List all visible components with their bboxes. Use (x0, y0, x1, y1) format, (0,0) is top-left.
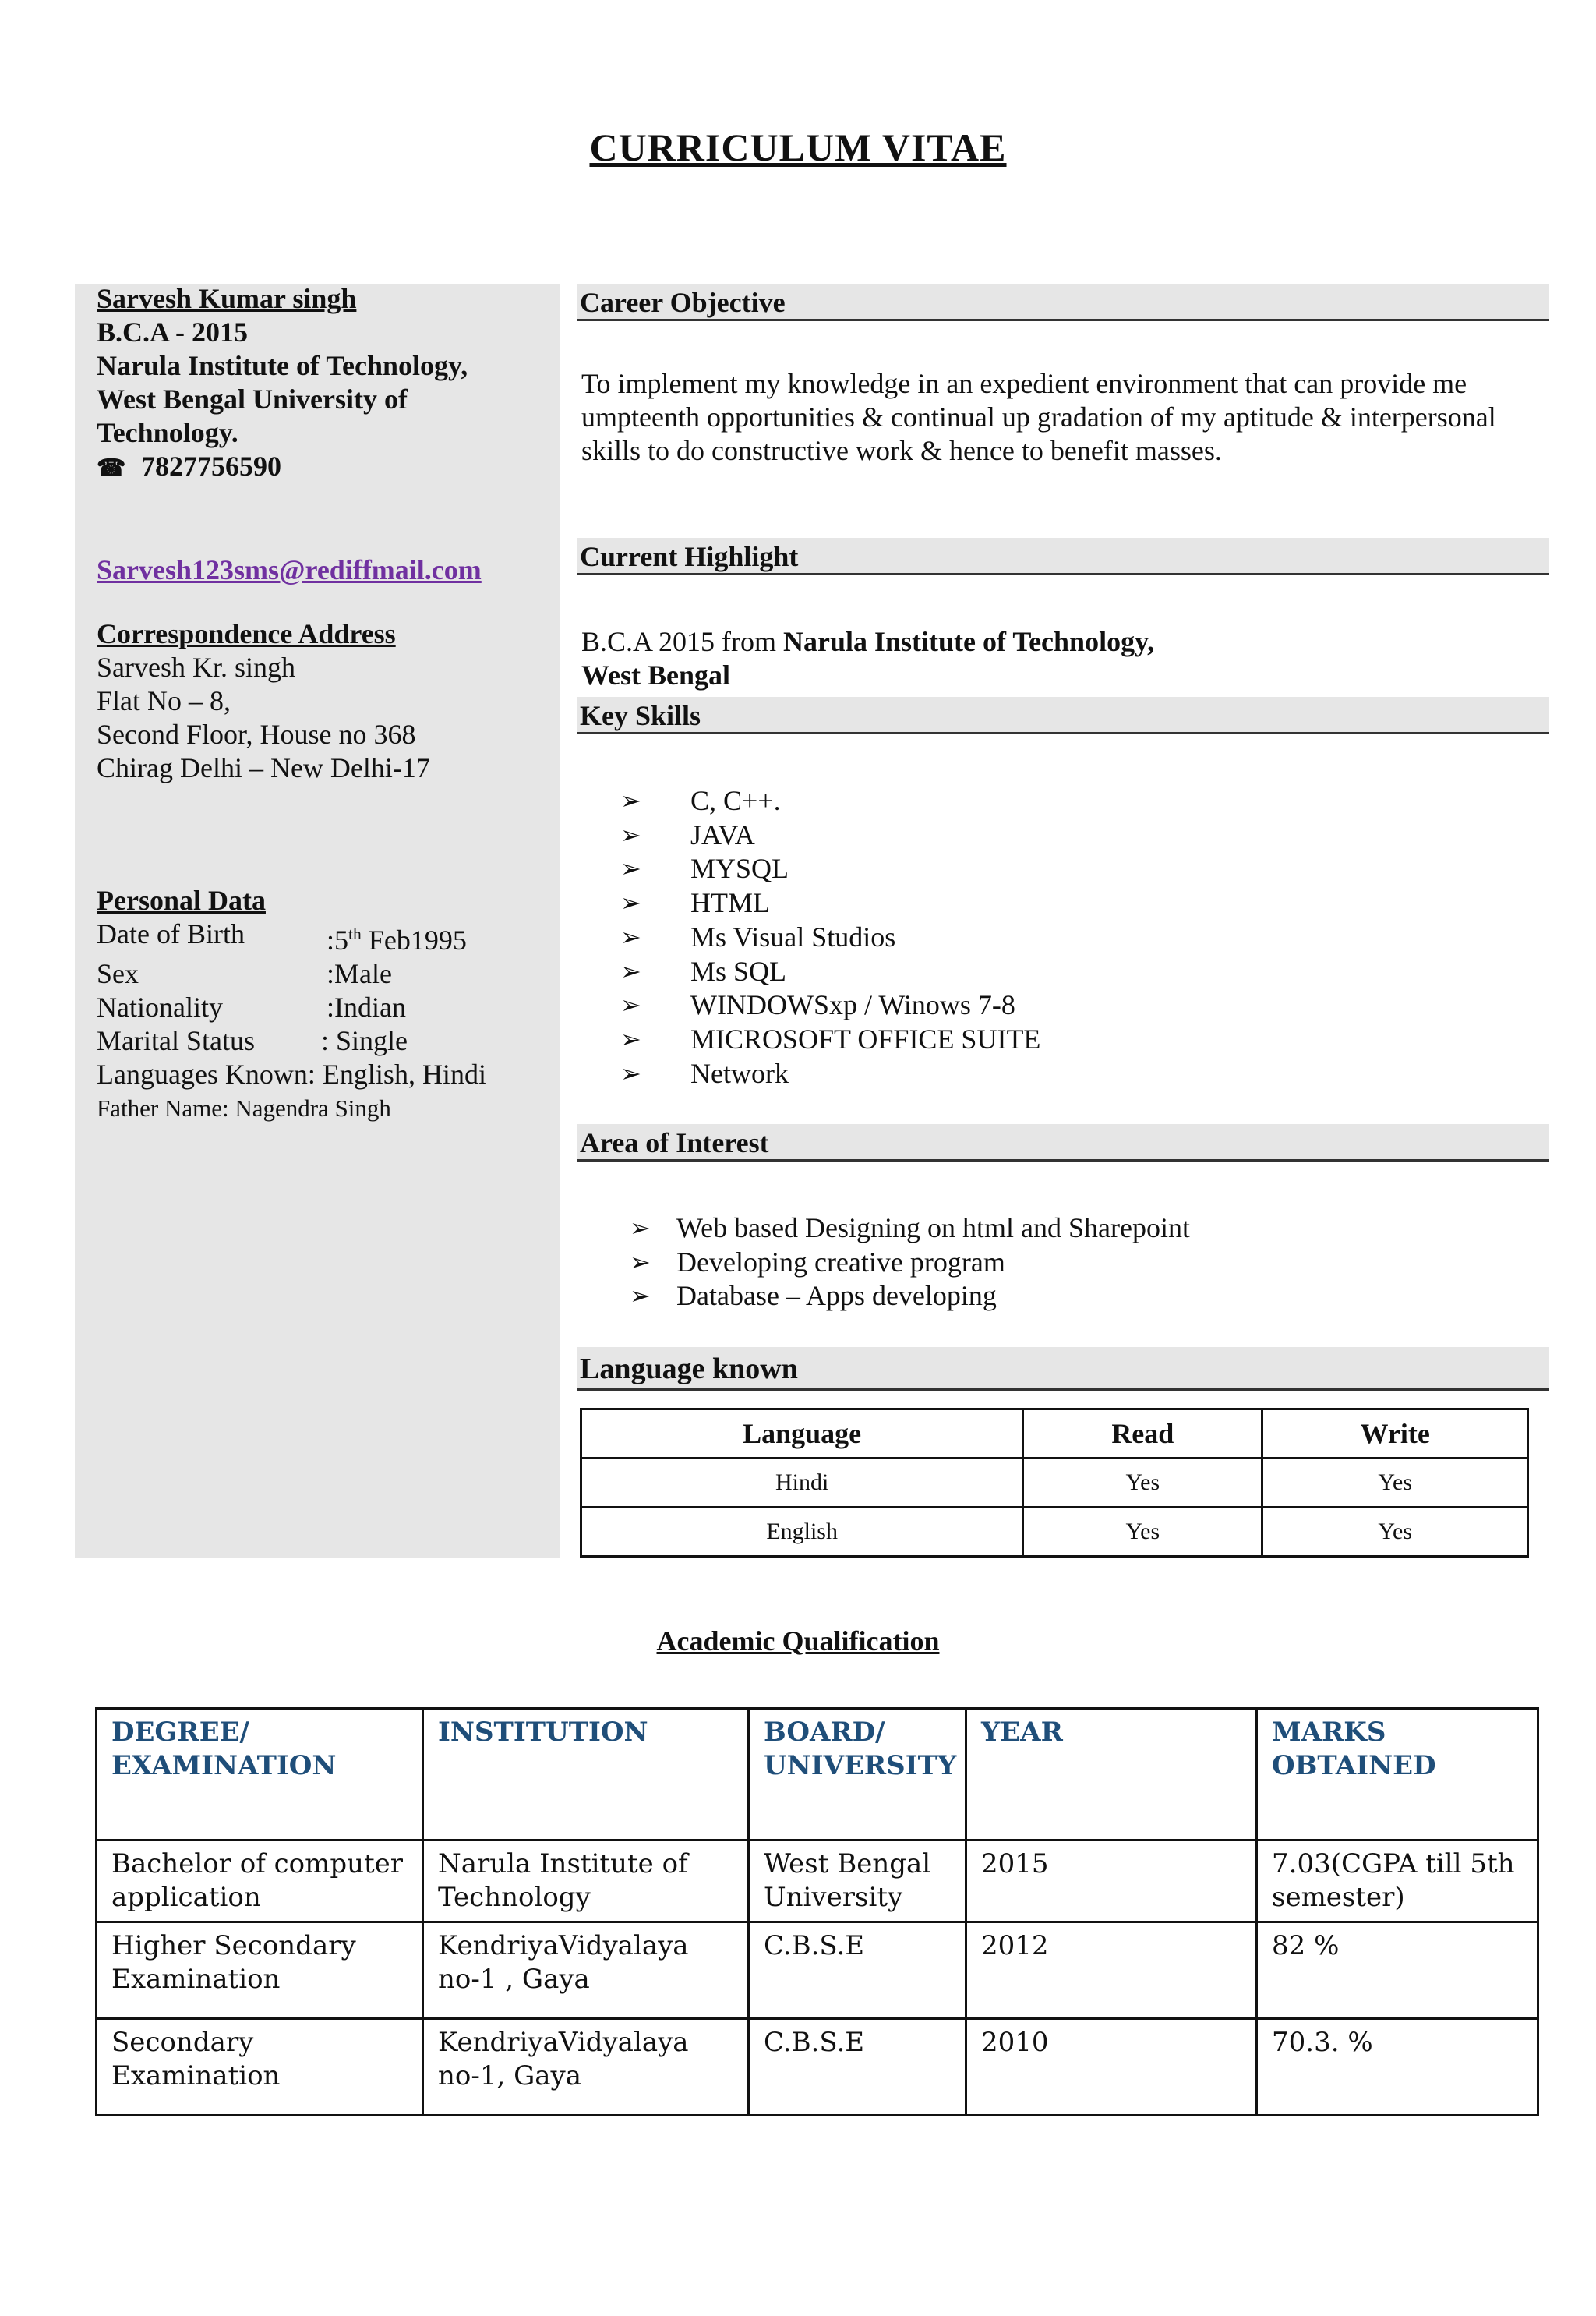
sex-value: :Male (327, 958, 392, 989)
column-header: Read (1023, 1409, 1262, 1459)
table-row (97, 1922, 1538, 2019)
table-row (581, 1508, 1528, 1557)
marital-value: : Single (321, 1025, 408, 1056)
degree: B.C.A - 2015 (97, 316, 249, 348)
table-header-row (581, 1409, 1528, 1459)
list-item: ➢ JAVA (620, 819, 755, 850)
table-row (97, 2019, 1538, 2116)
column-header: YEAR (966, 1709, 1257, 1840)
list-item: ➢ WINDOWSxp / Winows 7-8 (620, 989, 1015, 1021)
table-cell: Narula Institute of Technology (423, 1840, 749, 1922)
institute-line-2: West Bengal University of (97, 384, 408, 415)
interest-list (630, 1211, 1190, 1314)
phone-icon: ☎ (97, 455, 126, 481)
dob-row (97, 918, 486, 957)
list-item: ➢ C, C++. (620, 785, 781, 816)
address-heading: Correspondence Address (97, 618, 396, 649)
personal-heading: Personal Data (97, 885, 266, 916)
dob-value: :5th Feb1995 (327, 925, 467, 956)
marital-label: Marital Status (97, 1025, 255, 1056)
table-cell: 2015 (966, 1840, 1257, 1922)
table-cell: KendriyaVidyalaya no-1 , Gaya (423, 1922, 749, 2019)
table-cell: 2010 (966, 2019, 1257, 2116)
list-item: ➢ Web based Designing on html and Sharepoint (630, 1212, 1190, 1243)
address-line: Chirag Delhi – New Delhi-17 (97, 752, 430, 783)
current-highlight-heading: Current Highlight (577, 538, 1549, 575)
table-cell: West Bengal University (749, 1840, 966, 1922)
list-item: ➢ HTML (620, 887, 770, 919)
contact-block (97, 282, 468, 485)
current-highlight-text: B.C.A 2015 from Narula Institute of Technology, West Bengal (581, 626, 1155, 691)
key-skills-heading: Key Skills (577, 697, 1549, 734)
area-of-interest-heading: Area of Interest (577, 1124, 1549, 1162)
table-cell: Yes (1262, 1508, 1528, 1557)
table-cell: Yes (1262, 1459, 1528, 1508)
institute-line-1: Narula Institute of Technology, (97, 350, 468, 381)
table-cell: KendriyaVidyalaya no-1, Gaya (423, 2019, 749, 2116)
table-cell: Yes (1023, 1459, 1262, 1508)
language-known-heading: Language known (577, 1347, 1549, 1391)
sex-label: Sex (97, 958, 139, 989)
father-name: Father Name: Nagendra Singh (97, 1094, 391, 1122)
address-block (97, 617, 430, 785)
column-header: INSTITUTION (423, 1709, 749, 1840)
phone-number: 7827756590 (141, 451, 281, 482)
nationality-row (97, 991, 486, 1024)
list-item: ➢ Ms Visual Studios (620, 921, 896, 953)
list-item: ➢ Database – Apps developing (630, 1280, 997, 1312)
list-item: ➢ MICROSOFT OFFICE SUITE (620, 1023, 1041, 1055)
list-item: ➢ Ms SQL (620, 955, 787, 987)
table-cell: C.B.S.E (749, 1922, 966, 2019)
list-item: ➢ Network (620, 1057, 789, 1089)
sex-row (97, 957, 486, 991)
table-row (97, 1840, 1538, 1922)
column-header: Language (581, 1409, 1023, 1459)
table-cell: Hindi (581, 1459, 1023, 1508)
list-item: ➢ Developing creative program (630, 1246, 1005, 1278)
table-cell: Yes (1023, 1508, 1262, 1557)
table-cell: Secondary Examination (97, 2019, 423, 2116)
address-line: Second Floor, House no 368 (97, 719, 416, 750)
table-cell: English (581, 1508, 1023, 1557)
language-table (580, 1408, 1529, 1558)
column-header: MARKS OBTAINED (1257, 1709, 1538, 1840)
languages-known: Languages Known: English, Hindi (97, 1059, 486, 1090)
list-item: ➢ MYSQL (620, 853, 789, 885)
table-cell: 82 % (1257, 1922, 1538, 2019)
table-cell: Bachelor of computer application (97, 1840, 423, 1922)
table-cell: Higher Secondary Examination (97, 1922, 423, 2019)
personal-data-block (97, 884, 486, 1125)
nationality-value: :Indian (327, 992, 406, 1023)
phone-row (97, 450, 468, 485)
dob-label: Date of Birth (97, 918, 245, 949)
table-header-row (97, 1709, 1538, 1840)
email-link[interactable]: Sarvesh123sms@rediffmail.com (97, 554, 482, 585)
academic-heading: Academic Qualification (656, 1625, 940, 1657)
career-objective-text: To implement my knowledge in an expedient environment that can provide me umpteenth opportunities & continual up gradation of my aptitude & interpersonal skills to do constructive work & hence to benefit masses. (581, 368, 1496, 466)
academic-table (95, 1707, 1539, 2116)
candidate-name: Sarvesh Kumar singh (97, 283, 357, 314)
address-line: Sarvesh Kr. singh (97, 652, 295, 683)
table-cell: 2012 (966, 1922, 1257, 2019)
column-header: DEGREE/ EXAMINATION (97, 1709, 423, 1840)
email-row (97, 553, 482, 587)
column-header: Write (1262, 1409, 1528, 1459)
nationality-label: Nationality (97, 992, 223, 1023)
key-skills-list (620, 784, 1040, 1091)
table-cell: 70.3. % (1257, 2019, 1538, 2116)
table-cell: C.B.S.E (749, 2019, 966, 2116)
marital-row (97, 1024, 486, 1058)
career-objective-heading: Career Objective (577, 284, 1549, 321)
table-cell: 7.03(CGPA till 5th semester) (1257, 1840, 1538, 1922)
column-header: BOARD/ UNIVERSITY (749, 1709, 966, 1840)
page-title: CURRICULUM VITAE (589, 126, 1007, 169)
institute-line-3: Technology. (97, 417, 238, 448)
table-row (581, 1459, 1528, 1508)
address-line: Flat No – 8, (97, 685, 231, 716)
